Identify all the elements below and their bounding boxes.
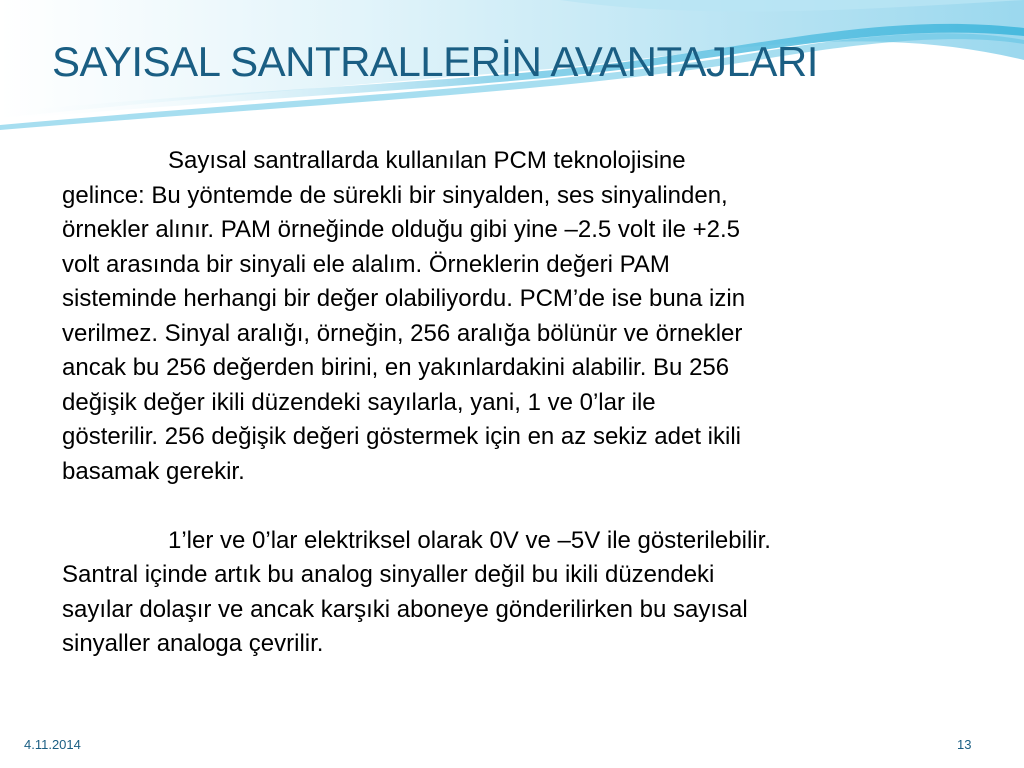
text-line: volt arasında bir sinyali ele alalım. Örneklerin değeri PAM	[62, 250, 670, 278]
text-line: ancak bu 256 değerden birini, en yakınlardakini alabilir. Bu 256	[62, 354, 730, 381]
body-paragraph-1	[62, 144, 972, 489]
text-line: verilmez. Sinyal aralığı, örneğin, 256 aralığa bölünür ve örnekler	[62, 319, 743, 347]
body-paragraph-2	[62, 524, 972, 662]
slide-number: 13	[957, 737, 972, 752]
text-line: örnekler alınır. PAM örneğinde olduğu gibi yine –2.5 volt ile +2.5	[62, 216, 740, 243]
text-line: 1’ler ve 0’lar elektriksel olarak 0V ve –5V ile gösterilebilir.	[168, 526, 771, 554]
footer-date: 4.11.2014	[24, 737, 81, 752]
text-line: sayılar dolaşır ve ancak karşıki aboneye gönderilirken bu sayısal	[62, 595, 748, 623]
text-line: Santral içinde artık bu analog sinyaller değil bu ikili düzendeki	[62, 561, 715, 588]
text-line: Sayısal santrallarda kullanılan PCM teknolojisine	[168, 147, 686, 174]
slide-title: SAYISAL SANTRALLERİN AVANTAJLARI	[52, 38, 818, 85]
text-line: değişik değer ikili düzendeki sayılarla, yani, 1 ve 0’lar ile	[62, 388, 656, 416]
slide-body	[62, 144, 972, 662]
text-line: sisteminde herhangi bir değer olabiliyordu. PCM’de ise buna izin	[62, 285, 746, 312]
text-line: gelince: Bu yöntemde de sürekli bir sinyalden, ses sinyalinden,	[62, 181, 728, 209]
text-line: basamak gerekir.	[62, 457, 245, 485]
text-line: sinyaller analoga çevrilir.	[62, 630, 324, 657]
text-line: gösterilir. 256 değişik değeri göstermek için en az sekiz adet ikili	[62, 423, 741, 450]
